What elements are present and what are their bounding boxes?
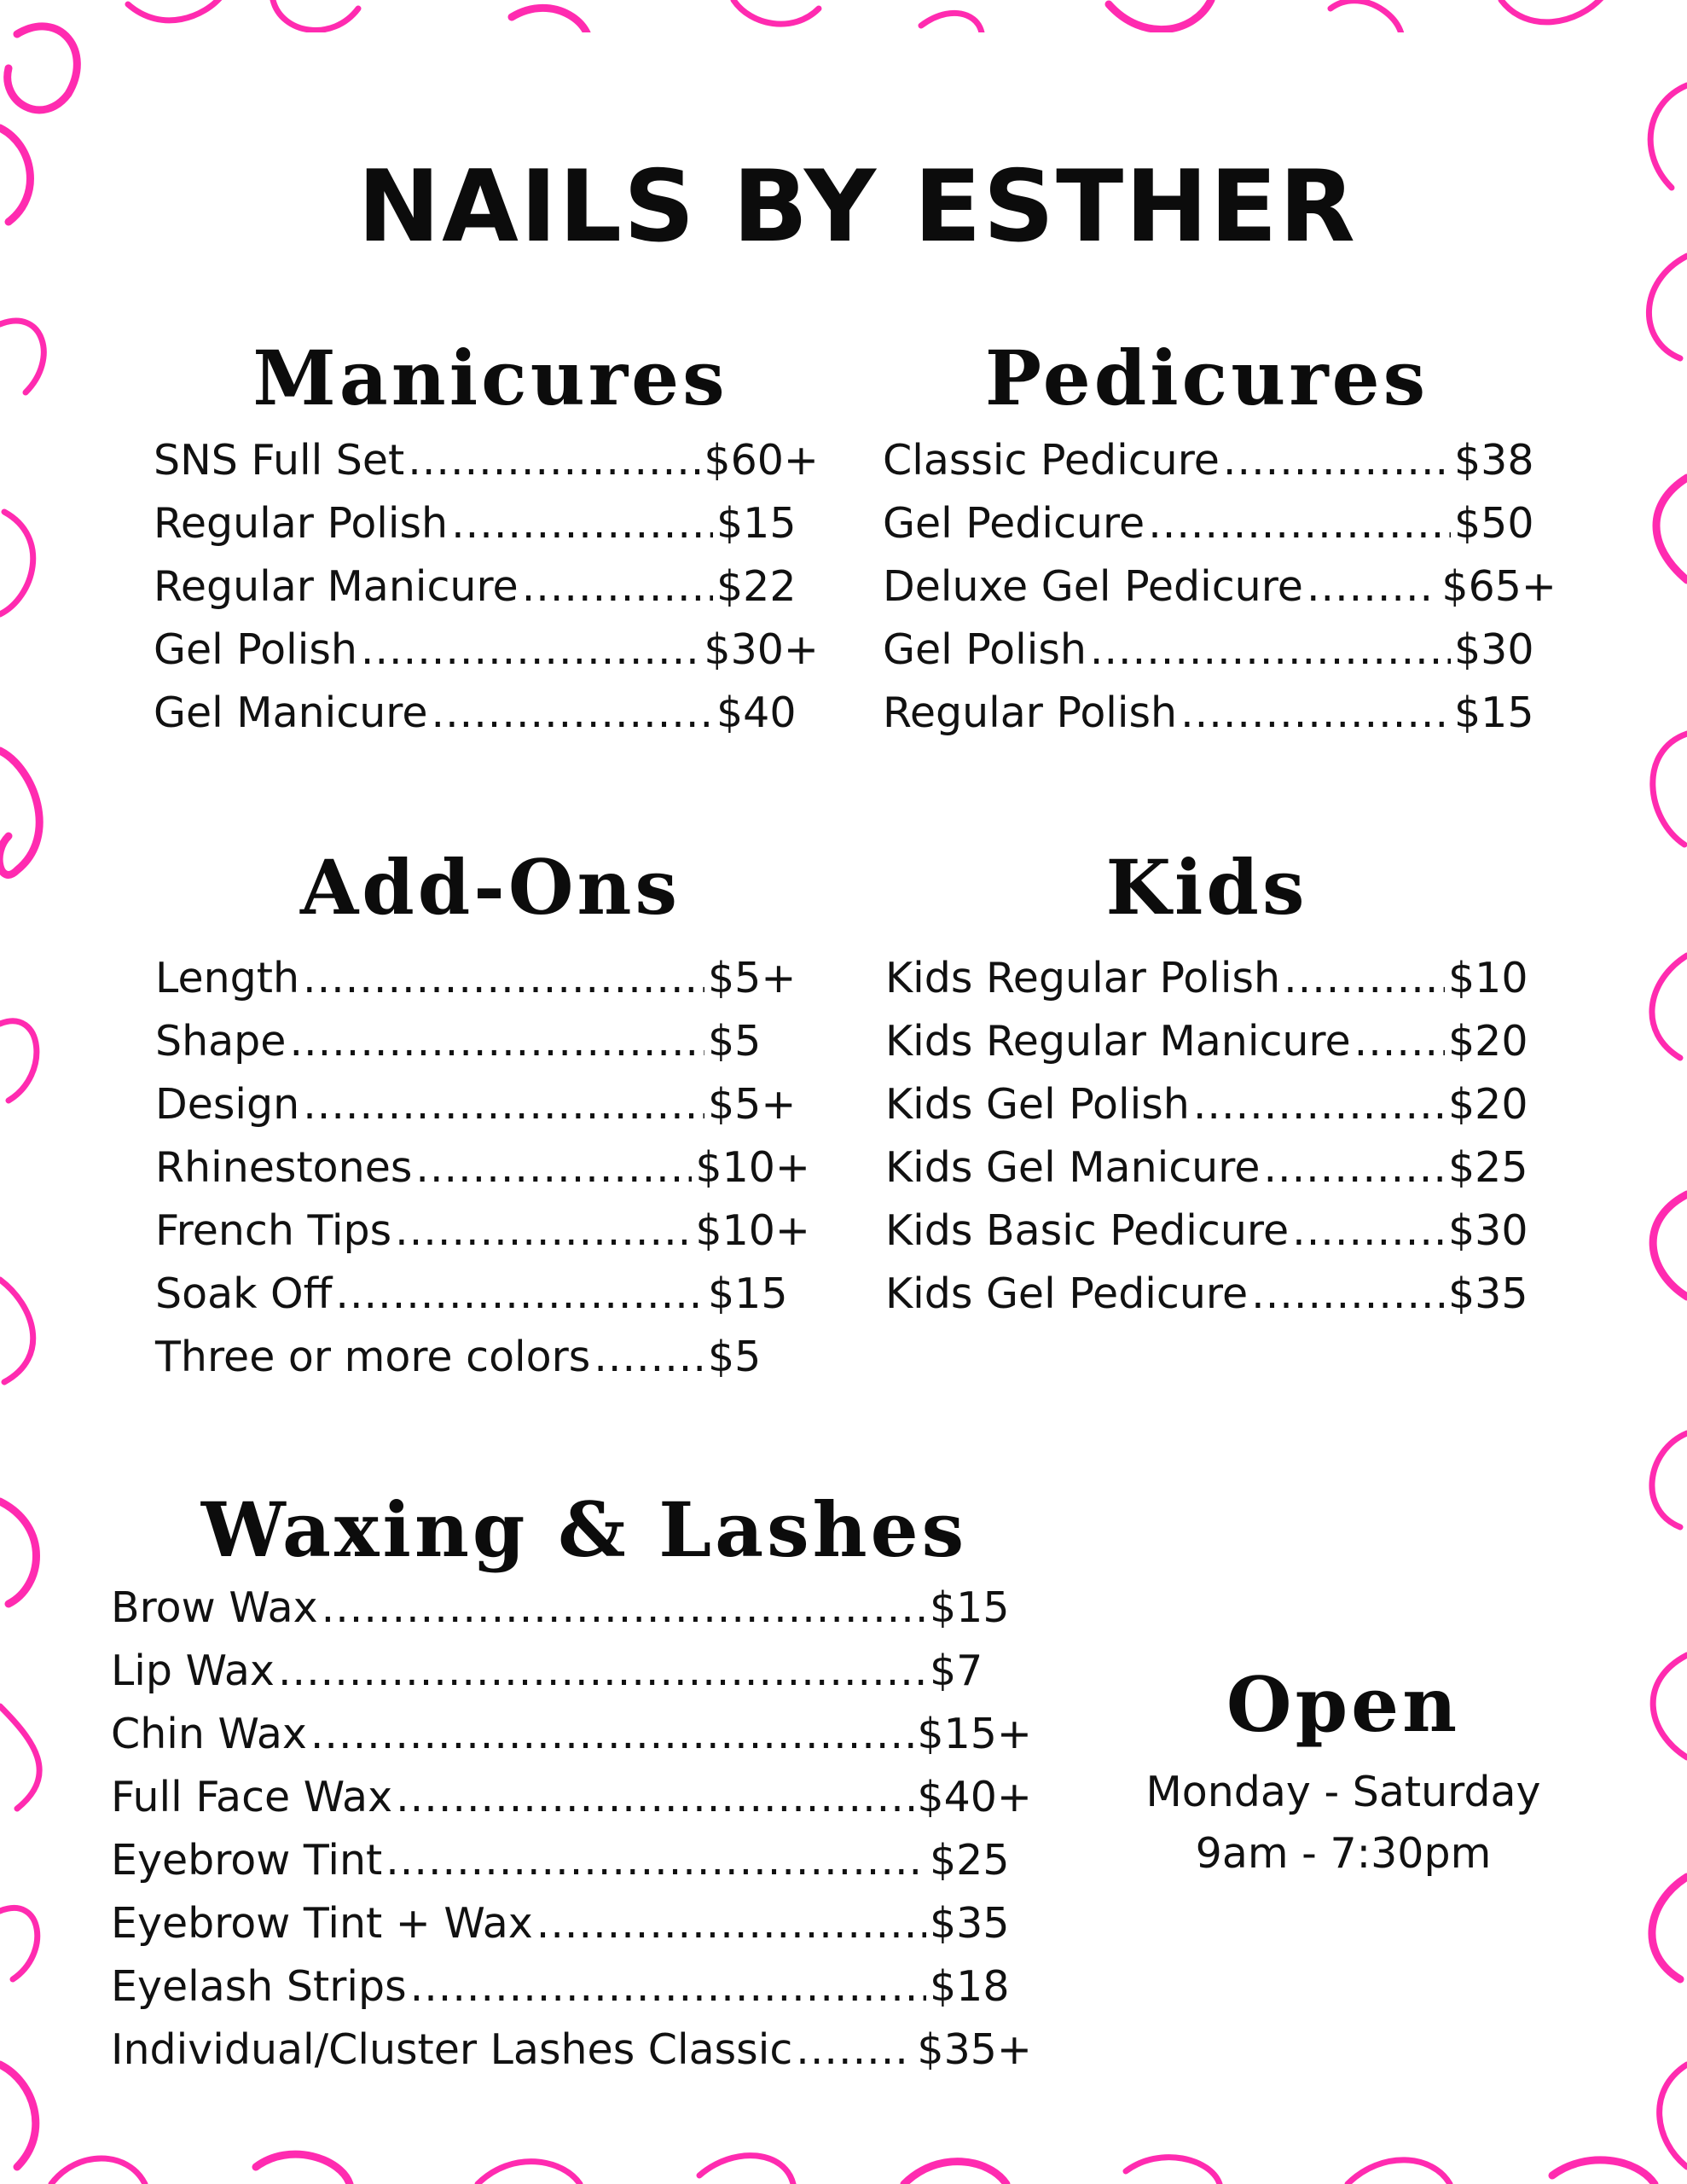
dot-leader — [1354, 1010, 1445, 1073]
item-name: French Tips — [155, 1206, 392, 1255]
item-price: $15 — [708, 1269, 788, 1318]
addons-list — [155, 947, 810, 1389]
open-days: Monday - Saturday — [1145, 1768, 1541, 1816]
addons-item — [155, 1199, 810, 1263]
dot-leader — [1193, 1073, 1445, 1136]
addons-item — [155, 1136, 810, 1199]
addons-item — [155, 1263, 810, 1326]
border-scribble — [1126, 2158, 1220, 2184]
border-scribble — [0, 751, 39, 874]
border-scribble — [1660, 2065, 1687, 2167]
item-name: Eyebrow Tint — [111, 1836, 383, 1885]
item-name: Shape — [155, 1017, 287, 1066]
pedicures-item — [883, 429, 1557, 492]
item-price: $35 — [1448, 1269, 1528, 1318]
item-name: Kids Gel Pedicure — [885, 1269, 1249, 1318]
dot-leader — [278, 1640, 926, 1703]
border-scribble — [478, 2162, 580, 2184]
pedicures-list — [883, 429, 1557, 745]
border-scribble — [1653, 1194, 1687, 1297]
item-name: Regular Manicure — [154, 562, 519, 611]
border-scribble — [1656, 478, 1687, 580]
dot-leader — [415, 1136, 692, 1199]
menu-panel — [90, 32, 1625, 2140]
pedicures-item — [883, 682, 1557, 745]
item-name: Individual/Cluster Lashes Classic — [111, 2025, 793, 2074]
border-scribble — [733, 0, 819, 24]
border-scribble — [1650, 85, 1687, 188]
border-scribble — [1652, 1433, 1687, 1527]
item-price: $40 — [716, 688, 797, 737]
pedicures-item — [883, 492, 1557, 555]
border-scribble — [0, 2065, 36, 2167]
waxing-item — [111, 1766, 1032, 1829]
dot-leader — [1263, 1136, 1445, 1199]
dot-leader — [335, 1263, 704, 1326]
item-name: SNS Full Set — [154, 436, 405, 485]
manicures-heading: Manicures — [252, 334, 728, 422]
item-name: Kids Gel Manicure — [885, 1143, 1261, 1192]
item-price: $15+ — [917, 1710, 1032, 1758]
item-price: $38 — [1454, 436, 1534, 485]
dot-leader — [1090, 619, 1451, 682]
item-price: $7 — [930, 1647, 983, 1695]
border-scribble — [1501, 0, 1603, 22]
item-name: Classic Pedicure — [883, 436, 1220, 485]
addons-item — [155, 1010, 810, 1073]
pedicures-heading: Pedicures — [984, 334, 1429, 422]
item-name: Gel Polish — [883, 625, 1087, 674]
border-scribble — [1653, 1655, 1687, 1757]
border-scribble — [904, 2162, 1006, 2184]
kids-item — [885, 947, 1551, 1010]
waxing-item — [111, 1703, 1032, 1766]
item-name: Kids Regular Polish — [885, 954, 1281, 1002]
manicures-item — [154, 555, 819, 619]
item-price: $25 — [1448, 1143, 1528, 1192]
dot-leader — [1148, 492, 1451, 555]
item-price: $35 — [930, 1899, 1010, 1948]
dot-leader — [396, 1766, 913, 1829]
pedicures-item — [883, 555, 1557, 619]
item-name: Kids Basic Pedicure — [885, 1206, 1290, 1255]
waxing-item — [111, 1640, 1032, 1703]
open-times: 9am - 7:30pm — [1195, 1829, 1492, 1878]
item-price: $5+ — [708, 1080, 797, 1129]
waxing-item — [111, 1577, 1032, 1640]
dot-leader — [594, 1326, 704, 1389]
border-scribble — [0, 1502, 37, 1604]
border-scribble — [273, 0, 358, 30]
kids-item — [885, 1010, 1551, 1073]
item-name: Full Face Wax — [111, 1773, 393, 1821]
addons-item — [155, 1073, 810, 1136]
item-price: $10+ — [695, 1206, 810, 1255]
dot-leader — [1180, 682, 1451, 745]
dot-leader — [289, 1010, 704, 1073]
border-scribble — [8, 26, 78, 110]
border-scribble — [0, 1021, 37, 1101]
salon-title: NAILS BY ESTHER — [357, 149, 1357, 264]
dot-leader — [386, 1829, 926, 1892]
dot-leader — [522, 555, 713, 619]
manicures-item — [154, 619, 819, 682]
dot-leader — [303, 947, 704, 1010]
item-name: Gel Manicure — [154, 688, 428, 737]
item-price: $22 — [716, 562, 797, 611]
dot-leader — [1307, 555, 1438, 619]
addons-heading: Add-Ons — [299, 843, 681, 932]
kids-heading: Kids — [1105, 843, 1308, 932]
item-name: Gel Pedicure — [883, 499, 1145, 548]
kids-item — [885, 1073, 1551, 1136]
border-scribble — [1652, 956, 1687, 1058]
item-price: $5+ — [708, 954, 797, 1002]
item-name: Deluxe Gel Pedicure — [883, 562, 1303, 611]
dot-leader — [1223, 429, 1451, 492]
item-price: $65+ — [1441, 562, 1557, 611]
item-price: $30 — [1454, 625, 1534, 674]
item-price: $20 — [1448, 1080, 1528, 1129]
dot-leader — [408, 429, 700, 492]
border-scribble — [51, 2158, 145, 2184]
item-name: Design — [155, 1080, 300, 1129]
border-scribble — [699, 2156, 793, 2184]
item-price: $35+ — [917, 2025, 1032, 2074]
manicures-list — [154, 429, 819, 745]
item-price: $40+ — [917, 1773, 1032, 1821]
manicures-item — [154, 492, 819, 555]
dot-leader — [432, 682, 714, 745]
dot-leader — [410, 1955, 926, 2018]
waxing-list — [111, 1577, 1032, 2082]
item-name: Rhinestones — [155, 1143, 413, 1192]
item-price: $60+ — [704, 436, 819, 485]
border-scribble — [0, 1908, 38, 1979]
item-price: $5 — [708, 1017, 762, 1066]
item-name: Kids Regular Manicure — [885, 1017, 1351, 1066]
dot-leader — [361, 619, 701, 682]
item-price: $25 — [930, 1836, 1010, 1885]
item-name: Gel Polish — [154, 625, 357, 674]
border-scribble — [128, 0, 222, 20]
kids-list — [885, 947, 1551, 1326]
item-price: $10 — [1448, 954, 1528, 1002]
waxing-item — [111, 1955, 1032, 2018]
border-scribble — [1649, 256, 1687, 358]
item-name: Lip Wax — [111, 1647, 275, 1695]
waxing-item — [111, 1829, 1032, 1892]
kids-item — [885, 1136, 1551, 1199]
item-price: $15 — [1454, 688, 1534, 737]
item-name: Regular Polish — [154, 499, 449, 548]
border-scribble — [1653, 734, 1687, 845]
dot-leader — [1251, 1263, 1445, 1326]
addons-item — [155, 947, 810, 1010]
item-price: $15 — [930, 1583, 1010, 1632]
item-price: $10+ — [695, 1143, 810, 1192]
item-name: Brow Wax — [111, 1583, 318, 1632]
dot-leader — [536, 1892, 926, 1955]
dot-leader — [796, 2018, 913, 2082]
kids-item — [885, 1263, 1551, 1326]
waxing-item — [111, 1892, 1032, 1955]
border-scribble — [256, 2154, 350, 2184]
item-price: $5 — [708, 1333, 762, 1381]
waxing-heading: Waxing & Lashes — [200, 1485, 968, 1574]
border-scribble — [1652, 1877, 1687, 1979]
border-scribble — [1109, 0, 1211, 30]
dot-leader — [1284, 947, 1445, 1010]
item-name: Eyelash Strips — [111, 1962, 407, 2011]
item-name: Eyebrow Tint + Wax — [111, 1899, 533, 1948]
open-heading: Open — [1226, 1660, 1461, 1749]
item-name: Length — [155, 954, 300, 1002]
kids-item — [885, 1199, 1551, 1263]
border-scribble — [0, 1280, 33, 1382]
waxing-item — [111, 2018, 1032, 2082]
border-scribble — [1552, 2160, 1655, 2184]
border-scribble — [1348, 2160, 1450, 2184]
border-scribble — [0, 512, 33, 614]
pedicures-item — [883, 619, 1557, 682]
item-name: Chin Wax — [111, 1710, 307, 1758]
border-scribble — [0, 1706, 39, 1809]
item-name: Kids Gel Polish — [885, 1080, 1190, 1129]
item-price: $15 — [716, 499, 797, 548]
dot-leader — [310, 1703, 914, 1766]
dot-leader — [1292, 1199, 1445, 1263]
item-price: $20 — [1448, 1017, 1528, 1066]
dot-leader — [395, 1199, 692, 1263]
border-scribble — [0, 128, 30, 222]
opening-hours — [1113, 1762, 1574, 1885]
border-scribble — [0, 321, 43, 392]
item-price: $18 — [930, 1962, 1010, 2011]
item-name: Soak Off — [155, 1269, 333, 1318]
dot-leader — [451, 492, 713, 555]
item-name: Three or more colors — [155, 1333, 591, 1381]
item-price: $30 — [1448, 1206, 1528, 1255]
item-price: $50 — [1454, 499, 1534, 548]
manicures-item — [154, 682, 819, 745]
dot-leader — [322, 1577, 926, 1640]
manicures-item — [154, 429, 819, 492]
dot-leader — [303, 1073, 704, 1136]
item-price: $30+ — [704, 625, 819, 674]
item-name: Regular Polish — [883, 688, 1178, 737]
addons-item — [155, 1326, 810, 1389]
